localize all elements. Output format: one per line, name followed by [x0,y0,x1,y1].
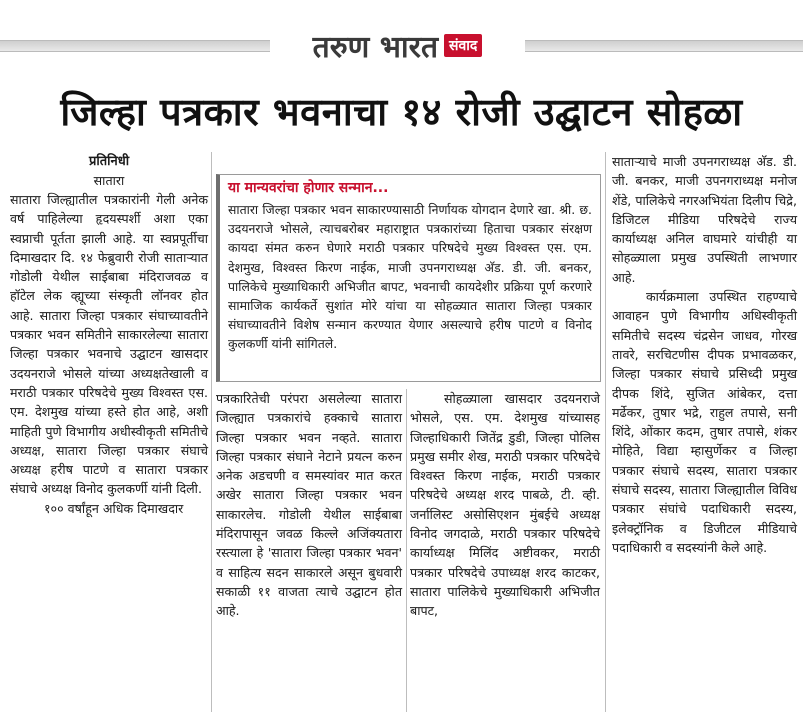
newspaper-name: तरुण भारत [312,29,439,65]
honorees-box [216,174,601,382]
article-paragraph: साताऱ्याचे माजी उपनगराध्यक्ष अ‍ॅड. डी. जी. बनकर, माजी उपनगराध्यक्ष मनोज शेंडे, पालिकेचे नगरअभियंता दिलीप चिद्रे, डिजिटल मीडिया परिषदेचे राज्य कार्याध्यक्ष अनिल वाघमारे यांचीही या सोहळ्याला प्रमुख उपस्थिती लाभणार आहे. [612,154,797,285]
column-divider [605,152,606,712]
newspaper-tag: संवाद [444,34,482,57]
article-headline: जिल्हा पत्रकार भवनाचा १४ रोजी उद्घाटन सोहळा [60,90,743,134]
honorees-box-title: या मान्यवरांचा होणार सन्मान... [228,180,389,196]
article-paragraph: कार्यक्रमाला उपस्थित राहण्याचे आवाहन पुणे विभागीय अधिस्वीकृती समितीचे सदस्य चंद्रसेन जाधव, गोरख तावरे, सरचिटणीस दीपक प्रभावळकर, जिल्हा पत्रकार संघाचे प्रसिध्दी प्रमुख दीपक शिंदे, सुजित आंबेकर, दत्ता मर्ढेकर, तुषार भद्रे, राहुल तपासे, सनी शिंदे, ओंकार कदम, तुषार तपासे, शंकर मोहिते, विद्या म्हासुर्णेकर व जिल्हा पत्रकार संघाचे सदस्य, सातारा पत्रकार संघाचे सदस्य, सातारा जिल्ह्यातील विविध पत्रकार संघांचे पदाधिकारी सदस्य, इलेक्ट्रॉनिक व डिजीटल मीडियाचे पदाधिकारी व सदस्यांनी केले आहे. [612,289,797,555]
article-paragraph: सातारा जिल्ह्यातील पत्रकारांनी गेली अनेक वर्ष पाहिलेल्या हृदयस्पर्शी अशा एका स्वप्नाची पूर्तता झाली आहे. या स्वप्नपूर्तीचा दिमाखदार दि. १४ फेब्रुवारी रोजी साताऱ्यात गोडोली येथील साईबाबा मंदिराजवळ व हॉटेल लेक व्ह्यूच्या संस्कृती लॉनवर होत आहे. सातारा जिल्हा पत्रकार संघाच्यावतीने पत्रकार भवन समितीने साकारलेल्या सातारा जिल्हा पत्रकार भवनाचे उद्घाटन खासदार उदयनराजे भोसले यांच्या अध्यक्षतेखाली व मराठी पत्रकार परिषदेचे मुख्य विश्वस्त एस. एम. देशमुख यांच्या हस्ते होत आहे, अशी माहिती पुणे विभागीय अधीस्वीकृती समितीचे अध्यक्ष, सातारा जिल्हा पत्रकार संघाचे अध्यक्ष हरीष पाटणे व सातारा पत्रकार संघाचे अध्यक्ष विनोद कुलकर्णी यांनी दिली. [10,192,208,497]
article-column-3 [410,389,600,621]
byline-author: प्रतिनिधी [88,154,130,169]
honorees-box-body: सातारा जिल्हा पत्रकार भवन साकारण्यासाठी निर्णायक योगदान देणारे खा. श्री. छ. उदयनराजे भोसले, त्याचबरोबर महाराष्ट्रात पत्रकारांच्या हिताचा पत्रकार संरक्षण कायदा संमत करुन घेणारे मराठी पत्रकार परिषदेचे मुख्य विश्वस्त एस. एम. देशमुख, विश्वस्त किरण नाईक, माजी उपनगराध्यक्ष अ‍ॅड. डी. जी. बनकर, पालिकेचे मुख्याधिकारी अभिजीत बापट, भवनाची कायदेशीर प्रक्रिया पूर्ण करणारे सामाजिक कार्यकर्ते सुशांत मोरे यांचा या सोहळ्यात सातारा जिल्हा पत्रकार संघाच्यावतीने विशेष सन्मान करण्यात येणार असल्याचे हरीष पाटणे व विनोद कुलकर्णी यांनी सांगितले. [228,202,592,352]
column-divider [406,389,407,712]
article-column-1 [10,152,208,518]
article-column-4 [612,152,797,557]
article-paragraph: सोहळ्याला खासदार उदयनराजे भोसले, एस. एम. देशमुख यांच्यासह जिल्हाधिकारी जितेंद्र डुडी, जिल्हा पोलिस प्रमुख समीर शेख, मराठी पत्रकार परिषदेचे विश्वस्त किरण नाईक, मराठी पत्रकार परिषदेचे अध्यक्ष शरद पाबळे, टी. व्ही. जर्नालिस्ट असोसिएशन मुंबईचे अध्यक्ष विनोद जगदाळे, मराठी पत्रकार परिषदेचे कार्याध्यक्ष मिलिंद अष्टीवकर, मराठी पत्रकार परिषदेचे उपाध्यक्ष शरद काटकर, सातारा पालिकेचे मुख्याधिकारी अभिजीत बापट, [410,391,600,619]
article-paragraph: १०० वर्षांहून अधिक दिमाखदार [44,500,184,516]
masthead-logo [270,22,525,68]
article-paragraph: पत्रकारितेची परंपरा असलेल्या सातारा जिल्ह्यात पत्रकारांचे हक्काचे सातारा जिल्हा पत्रकार भवन नव्हते. सातारा जिल्हा पत्रकार संघाने नेटाने प्रयत्न करुन अनेक अडचणी व समस्यांवर मात करत अखेर सातारा जिल्हा पत्रकार भवन साकारलेच. गोडोली येथील साईबाबा मंदिरापासून जवळ किल्ले अजिंक्यतारा रस्त्याला हे 'सातारा जिल्हा पत्रकार भवन' व साहित्य सदन साकारले असून बुधवारी सकाळी ११ वाजता त्याचे उद्घाटन होत आहे. [216,391,402,619]
byline-place: सातारा [93,173,125,188]
column-divider [211,152,212,712]
masthead [0,22,803,68]
article-column-2 [216,389,402,621]
